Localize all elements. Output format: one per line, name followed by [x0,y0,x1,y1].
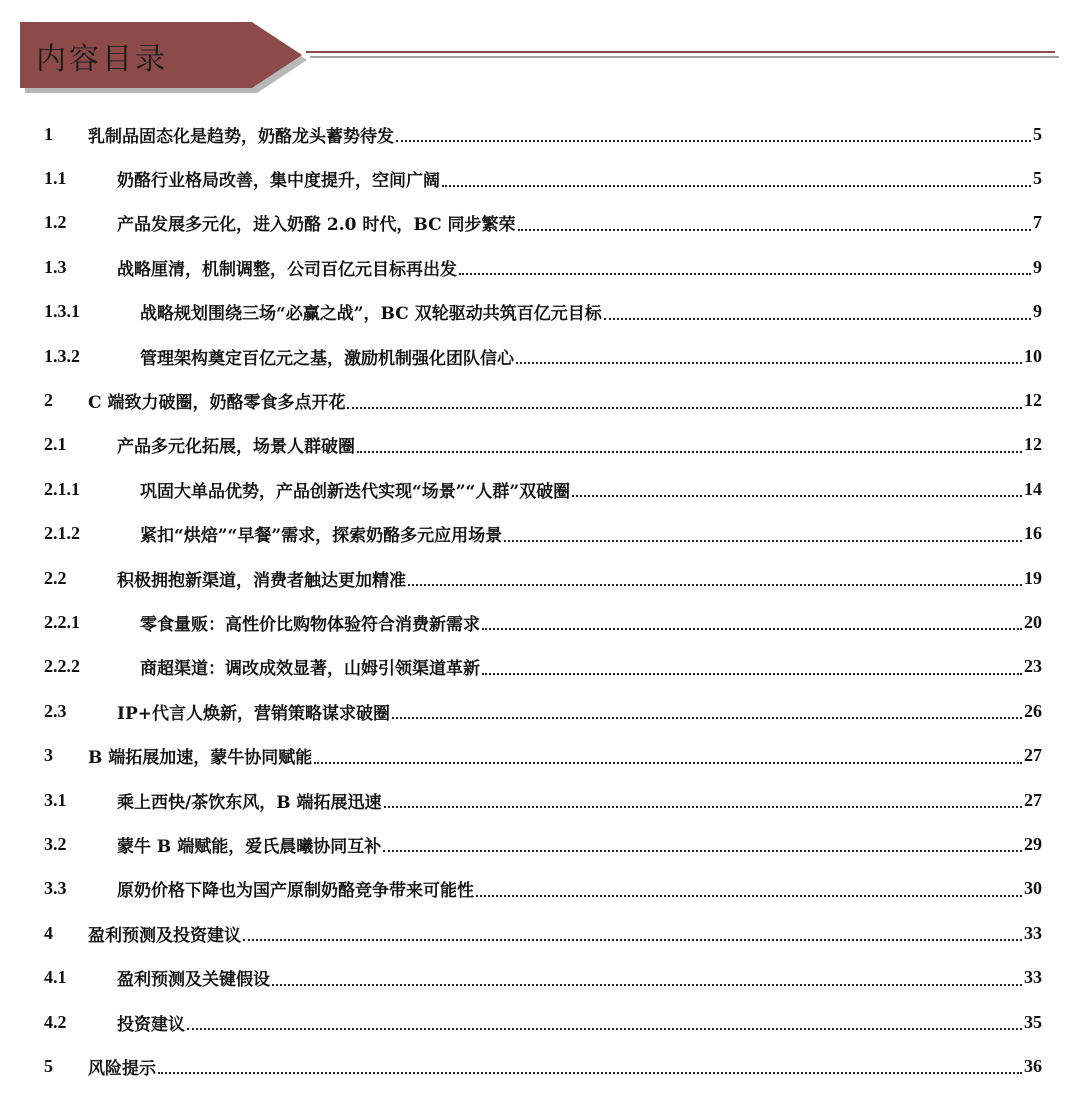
dot-leader [383,836,1022,852]
toc-entry-number: 1.2 [44,212,67,233]
toc-entry[interactable] [0,245,1080,289]
toc-entry-title[interactable]: 盈利预测及投资建议 [88,925,241,946]
toc-entry-number: 1.3 [44,256,67,277]
toc-entry-title[interactable]: IP+代言人焕新，营销策略谋求破圈 [117,703,390,724]
toc-entry-page[interactable]: 9 [1033,256,1042,277]
toc-entry-title[interactable]: 巩固大单品优势，产品创新迭代实现“场景”“人群”双破圈 [140,481,571,502]
toc-entry-page[interactable]: 9 [1033,301,1042,322]
dot-leader [604,304,1031,320]
toc-entry-number: 2.1.1 [44,478,80,499]
toc-entry-number: 2.1 [44,434,67,455]
toc-entry-page[interactable]: 36 [1024,1055,1042,1076]
toc-entry-page[interactable]: 20 [1024,611,1042,632]
toc-entry[interactable] [0,201,1080,245]
toc-entry-title[interactable]: 紧扣“烘焙”“早餐”需求，探索奶酪多元应用场景 [140,526,503,547]
toc-entry-title[interactable]: 战略规划围绕三场“必赢之战”，BC 双轮驱动共筑百亿元目标 [140,304,602,325]
dot-leader [516,348,1022,364]
toc-entry-number: 2.2 [44,567,67,588]
dot-leader [482,614,1022,630]
toc-entry-title[interactable]: 投资建议 [117,1014,185,1035]
toc-entry-title[interactable]: 积极拥抱新渠道，消费者触达更加精准 [117,570,406,591]
toc-entry-page[interactable]: 29 [1024,833,1042,854]
dot-leader [384,792,1023,808]
toc-entry-title[interactable]: 原奶价格下降也为国产原制奶酪竞争带来可能性 [117,881,474,902]
toc-entry-page[interactable]: 5 [1033,123,1042,144]
toc-entry[interactable] [0,778,1080,822]
toc-entry-page[interactable]: 23 [1024,656,1042,677]
toc-entry-page[interactable]: 27 [1024,745,1042,766]
toc-entry-number: 1.3.2 [44,345,80,366]
toc-entry[interactable] [0,955,1080,999]
toc-entry-number: 3 [44,745,53,766]
toc-entry[interactable] [0,822,1080,866]
toc-entry[interactable] [0,1044,1080,1088]
toc-entry-page[interactable]: 35 [1024,1011,1042,1032]
dot-leader [357,437,1022,453]
dot-leader [408,570,1022,586]
dot-leader [572,481,1022,497]
toc-entry[interactable] [0,512,1080,556]
toc-entry-title[interactable]: B 端拓展加速，蒙牛协同赋能 [88,748,313,769]
dot-leader [459,259,1031,275]
toc-entry-number: 4.1 [44,967,67,988]
toc-entry-title[interactable]: 管理架构奠定百亿元之基，激励机制强化团队信心 [140,348,514,369]
toc-entry-page[interactable]: 33 [1024,967,1042,988]
toc-entry[interactable] [0,645,1080,689]
dot-leader [243,925,1022,941]
toc-entry-number: 2.3 [44,700,67,721]
toc-entry[interactable] [0,867,1080,911]
toc-entry-number: 5 [44,1055,53,1076]
toc-entry-page[interactable]: 16 [1024,523,1042,544]
toc-entry-number: 2.1.2 [44,523,80,544]
toc-entry-page[interactable]: 10 [1024,345,1042,366]
toc-entry[interactable] [0,334,1080,378]
dot-leader [442,171,1031,187]
toc-entry-page[interactable]: 27 [1024,789,1042,810]
toc-entry[interactable] [0,112,1080,156]
toc-entry[interactable] [0,378,1080,422]
toc-entry-title[interactable]: 乘上西快/茶饮东风，B 端拓展迅速 [117,792,382,813]
dot-leader [396,126,1031,142]
toc-entry-page[interactable]: 19 [1024,567,1042,588]
toc-entry-number: 4.2 [44,1011,67,1032]
toc-entry[interactable] [0,1000,1080,1044]
toc-entry-number: 2.2.2 [44,656,80,677]
dot-leader [158,1058,1022,1074]
toc-entry-number: 2.2.1 [44,611,80,632]
toc-entry-page[interactable]: 12 [1024,390,1042,411]
toc-entry-title[interactable]: 商超渠道：调改成效显著，山姆引领渠道革新 [140,659,480,680]
dot-leader [482,659,1022,675]
dot-leader [392,703,1022,719]
toc-entry-number: 1.3.1 [44,301,80,322]
dot-leader [187,1014,1022,1030]
toc-entry-page[interactable]: 14 [1024,478,1042,499]
toc-entry-title[interactable]: 乳制品固态化是趋势，奶酪龙头蓄势待发 [88,126,394,147]
toc-entry-title[interactable]: C 端致力破圈，奶酪零食多点开花 [88,393,346,414]
toc-entry-page[interactable]: 12 [1024,434,1042,455]
toc-entry[interactable] [0,156,1080,200]
toc-entry-title[interactable]: 蒙牛 B 端赋能，爱氏晨曦协同互补 [117,836,382,857]
toc-entry-title[interactable]: 奶酪行业格局改善，集中度提升，空间广阔 [117,171,440,192]
page-title: 内容目录 [36,42,168,77]
dot-leader [314,748,1022,764]
toc-entry-number: 2 [44,390,53,411]
dot-leader [504,526,1022,542]
toc-entry-number: 3.1 [44,789,67,810]
toc-entry[interactable] [0,423,1080,467]
toc-entry-title[interactable]: 产品发展多元化，进入奶酪 2.0 时代，BC 同步繁荣 [117,215,516,236]
toc-entry-page[interactable]: 26 [1024,700,1042,721]
toc-entry-page[interactable]: 30 [1024,878,1042,899]
toc-entry-number: 1.1 [44,168,67,189]
toc-entry-number: 3.3 [44,878,67,899]
toc-entry-page[interactable]: 33 [1024,922,1042,943]
dot-leader [518,215,1031,231]
toc-entry[interactable] [0,689,1080,733]
toc-entry-page[interactable]: 7 [1033,212,1042,233]
toc-entry-page[interactable]: 5 [1033,168,1042,189]
toc-entry[interactable] [0,600,1080,644]
header-divider-grey [310,56,1059,58]
toc-entry[interactable] [0,911,1080,955]
toc-entry[interactable] [0,733,1080,777]
toc-entry[interactable] [0,467,1080,511]
toc-entry-number: 4 [44,922,53,943]
toc-entry-number: 3.2 [44,833,67,854]
table-of-contents [0,112,1080,1089]
toc-entry-number: 1 [44,123,53,144]
dot-leader [476,881,1022,897]
toc-entry-title[interactable]: 产品多元化拓展，场景人群破圈 [117,437,355,458]
header-divider-red [306,51,1055,53]
dot-leader [272,970,1022,986]
dot-leader [347,393,1022,409]
toc-entry[interactable] [0,290,1080,334]
toc-entry-title[interactable]: 盈利预测及关键假设 [117,970,270,991]
toc-entry[interactable] [0,556,1080,600]
toc-entry-title[interactable]: 战略厘清，机制调整，公司百亿元目标再出发 [117,259,457,280]
toc-entry-title[interactable]: 风险提示 [88,1058,156,1079]
toc-entry-title[interactable]: 零食量贩：高性价比购物体验符合消费新需求 [140,614,480,635]
